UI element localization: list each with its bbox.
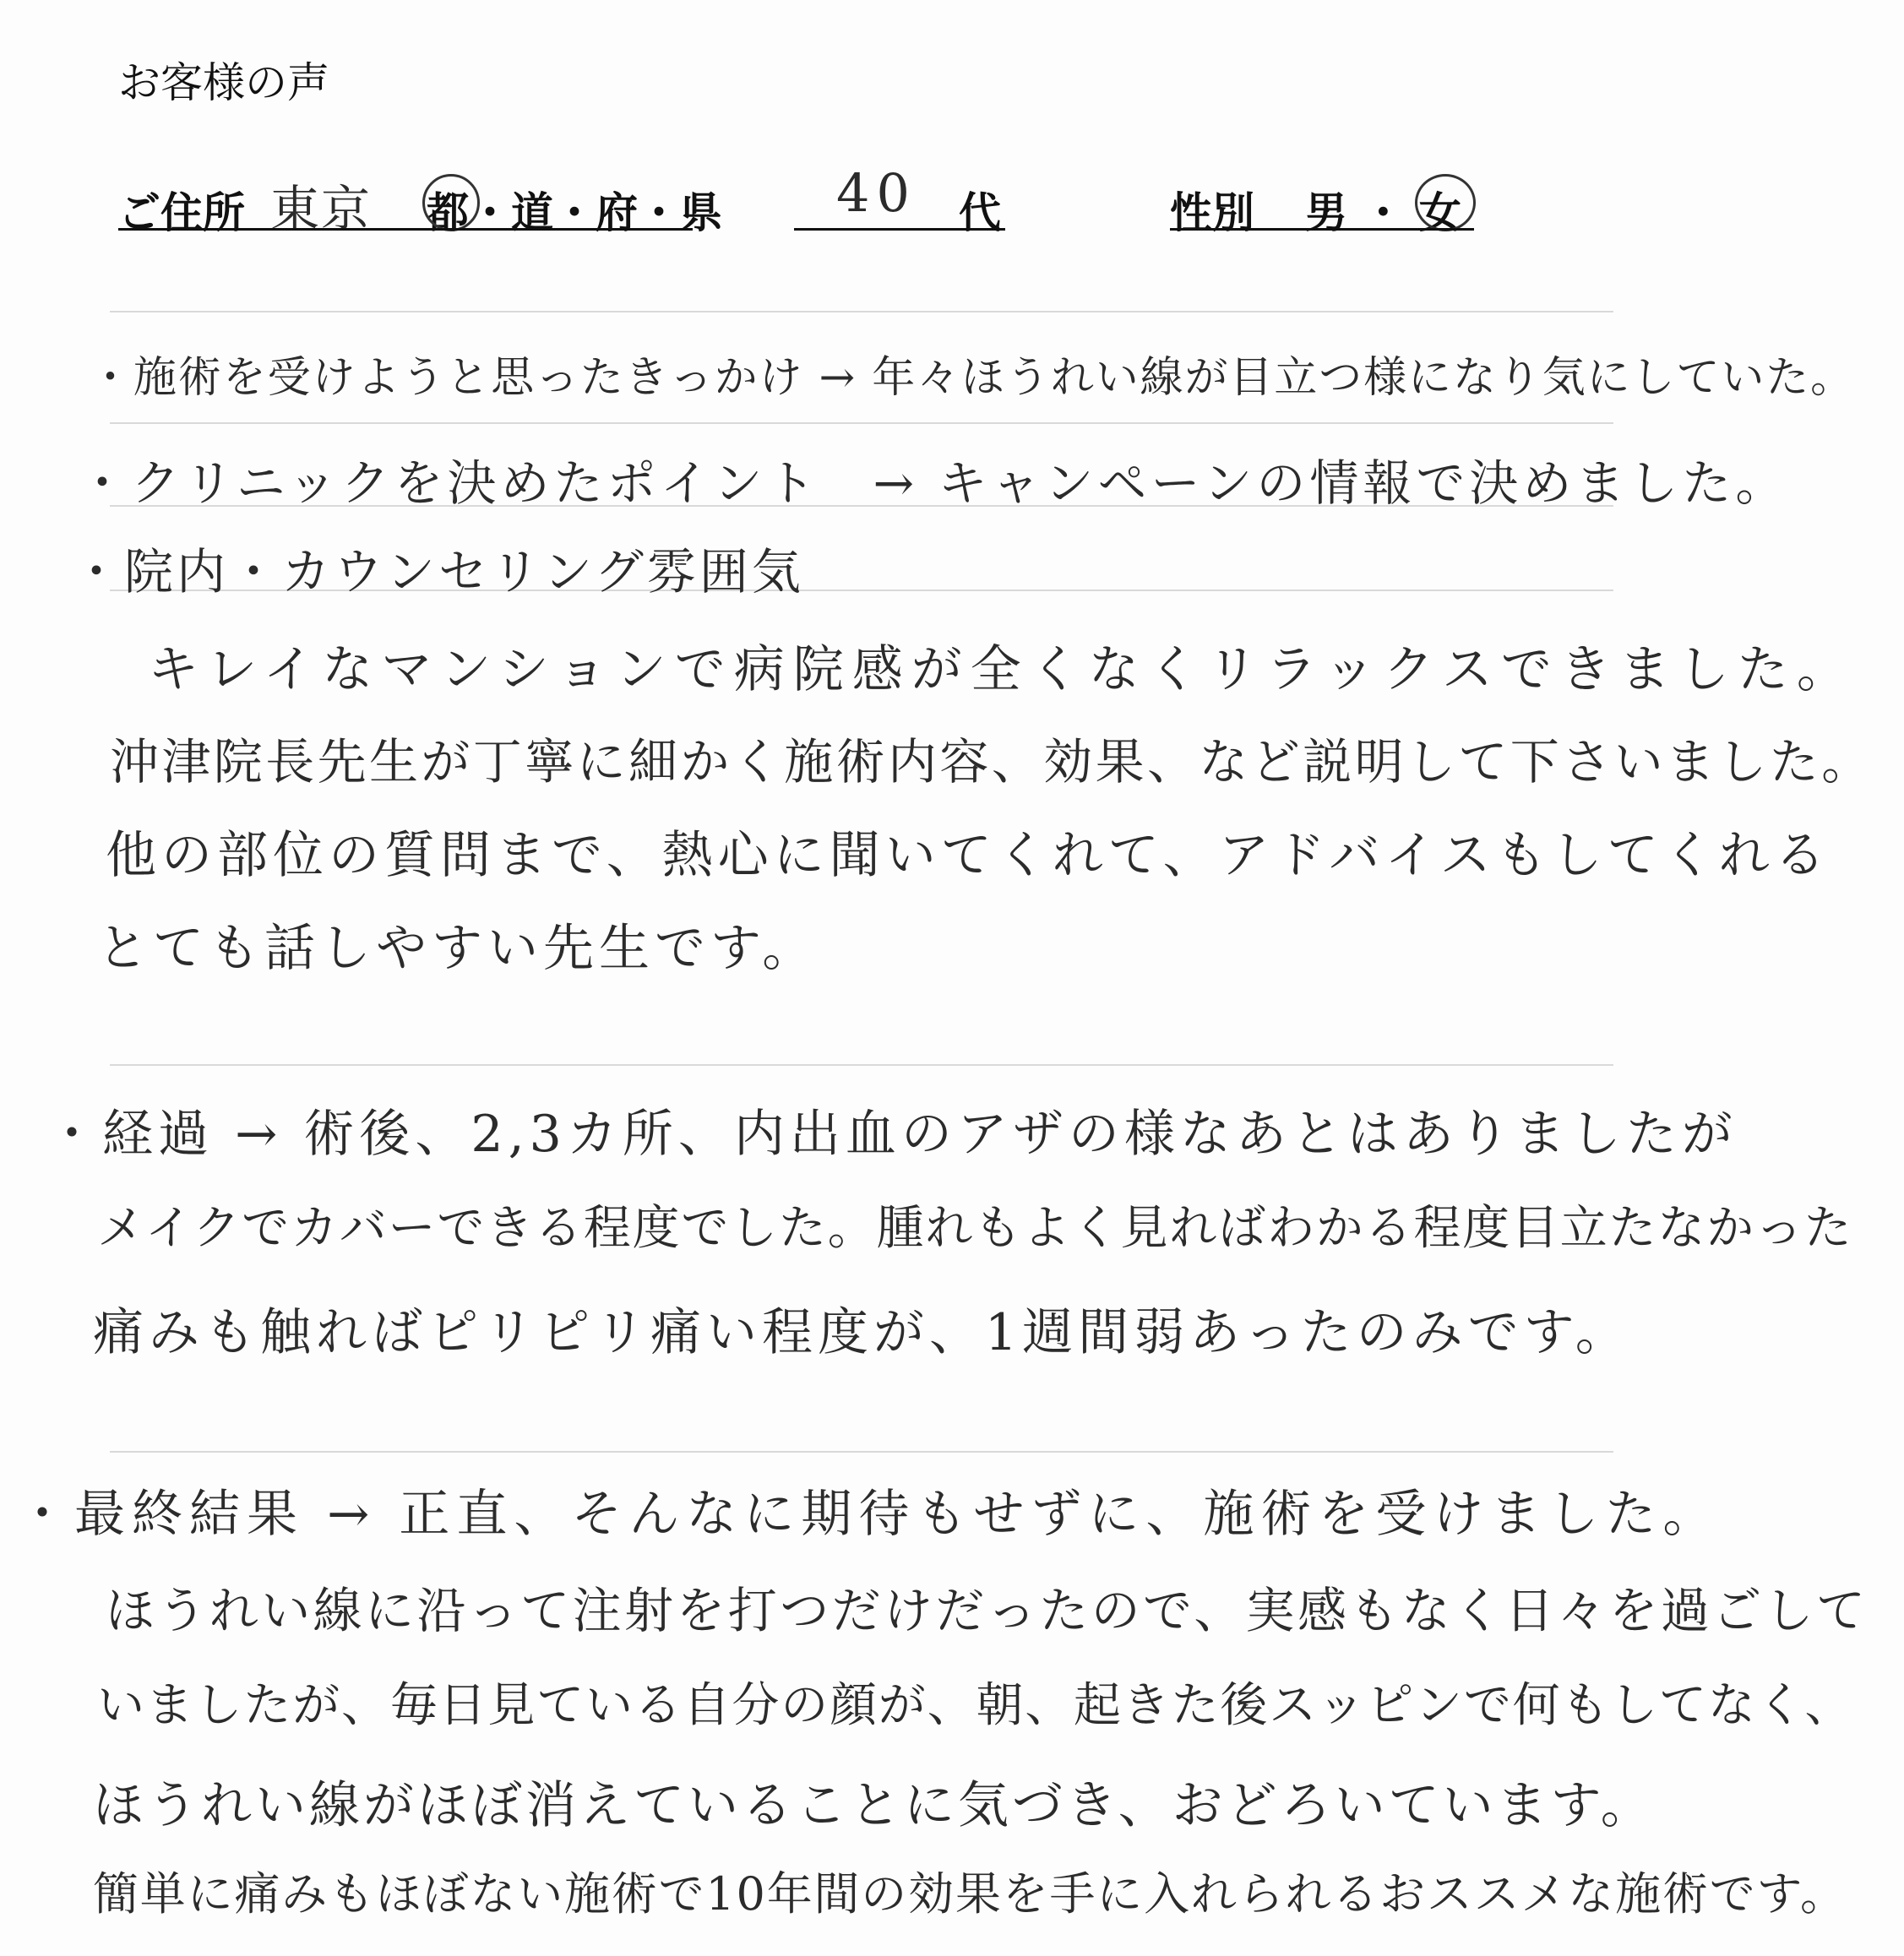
- answer-atmosphere-line: 沖津院長先生が丁寧に細かく施術内容、効果、など説明して下さいました。: [110, 733, 1874, 791]
- prefecture-options: 都・道・府・県: [427, 188, 722, 237]
- answer-reason: ・施術を受けようと思ったきっかけ → 年々ほうれい線が目立つ様になり気にしていた。: [89, 353, 1856, 403]
- ruled-line: [110, 1064, 1613, 1066]
- answer-result-line: 簡単に痛みもほぼない施術で10年間の効果を手に入れられるおススメな施術です。: [93, 1867, 1847, 1921]
- selected-circle: [1415, 174, 1476, 231]
- selected-circle: [422, 174, 480, 231]
- answer-result-line: ・最終結果 → 正直、そんなに期待もせずに、施術を受けました。: [17, 1485, 1721, 1544]
- answer-result-line: ほうれい線がほぼ消えていることに気づき、おどろいています。: [93, 1776, 1655, 1835]
- ruled-line: [110, 311, 1613, 312]
- age-label: 代: [959, 188, 1001, 237]
- ruled-line: [110, 422, 1613, 424]
- answer-result-line: いましたが、毎日見ている自分の顔が、朝、起きた後スッピンで何もしてなく、: [97, 1678, 1854, 1733]
- gender-label: 性別: [1170, 188, 1254, 237]
- answer-atmosphere-heading: ・院内・カウンセリング雰囲気: [72, 543, 804, 600]
- answer-result-line: ほうれい線に沿って注射を打つだけだったので、実感もなく日々を過ごして: [106, 1582, 1869, 1639]
- answer-atmosphere-line: とても話しやすい先生です。: [97, 919, 819, 978]
- answer-progress-line: ・経過 → 術後、2,3カ所、内出血のアザの様なあとはありましたが: [46, 1105, 1738, 1164]
- answer-progress-line: 痛みも触ればピリピリ痛い程度が、1週間弱あったのみです。: [93, 1303, 1631, 1362]
- age-value: 40: [836, 162, 917, 224]
- address-underline: [118, 228, 693, 231]
- page-title: お客様の声: [118, 58, 329, 107]
- answer-atmosphere-line: キレイなマンションで病院感が全くなくリラックスできました。: [148, 640, 1856, 699]
- answer-progress-line: メイクでカバーできる程度でした。腫れもよく見ればわかる程度目立たなかった: [97, 1201, 1853, 1256]
- gender-options: 男 ・ 女: [1305, 188, 1461, 237]
- address-label: ご住所: [118, 188, 245, 237]
- address-value: 東京: [270, 180, 373, 237]
- gender-underline: [1170, 228, 1474, 231]
- ruled-line: [110, 1451, 1613, 1453]
- age-underline: [794, 228, 1005, 231]
- answer-clinic-point: ・クリニックを決めたポイント → キャンペーンの情報で決めました。: [78, 454, 1789, 512]
- answer-atmosphere-line: 他の部位の質問まで、熱心に聞いてくれて、アドバイスもしてくれる: [106, 826, 1831, 885]
